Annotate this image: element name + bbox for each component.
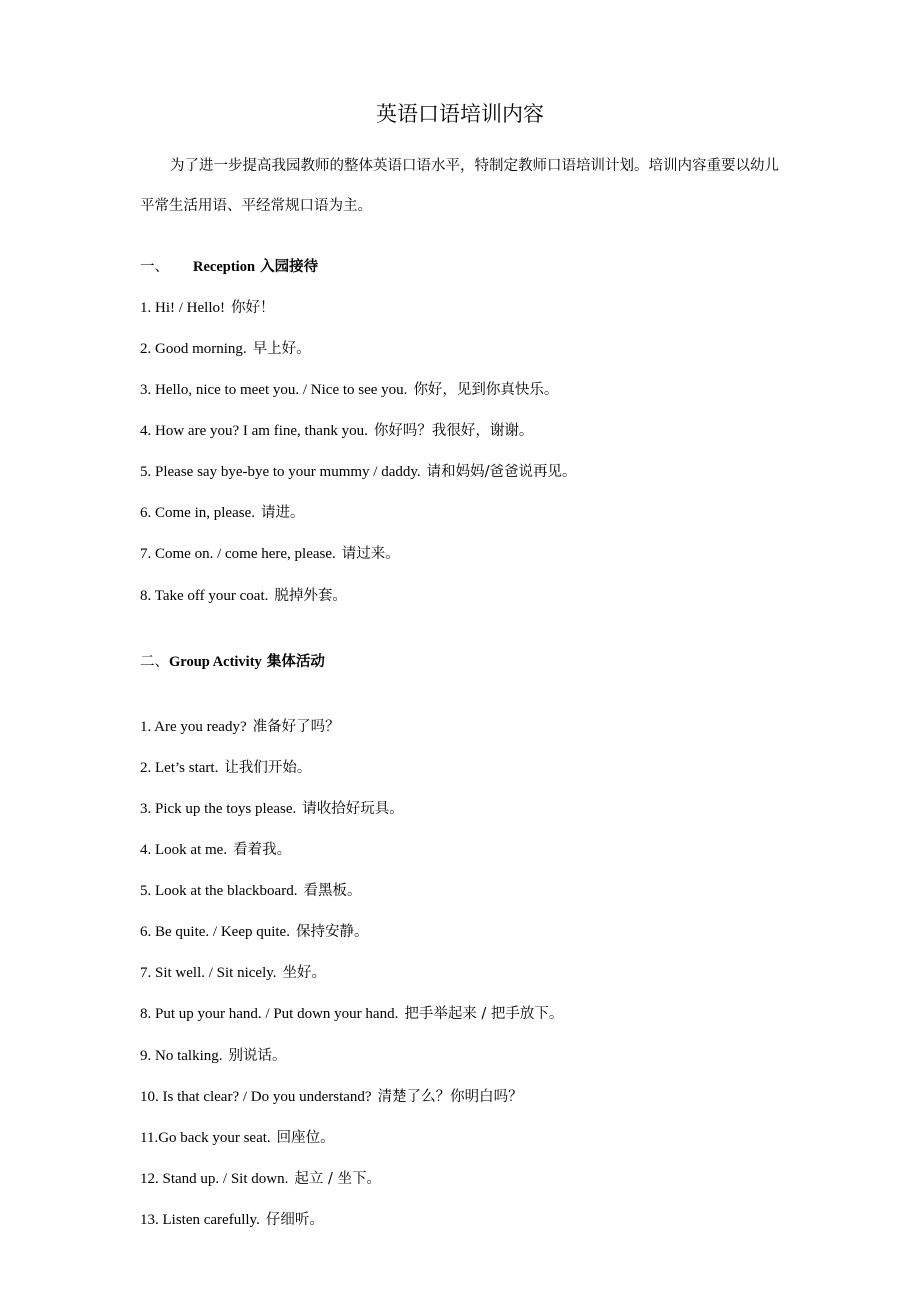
- item-english: 11.Go back your seat.: [140, 1130, 271, 1146]
- item-chinese: 回座位。: [276, 1130, 335, 1146]
- list-item: [140, 460, 577, 481]
- item-english: 5. Look at the blackboard.: [140, 883, 298, 899]
- item-english: 7. Come on. / come here, please.: [140, 546, 336, 562]
- item-chinese: 起立 / 坐下。: [294, 1171, 381, 1187]
- item-english: 1. Are you ready?: [140, 719, 247, 735]
- item-chinese: 请进。: [260, 505, 305, 521]
- list-item: [140, 1085, 523, 1106]
- list-item: [140, 715, 340, 736]
- item-chinese: 把手举起来 / 把手放下。: [404, 1006, 564, 1022]
- item-chinese: 看着我。: [233, 842, 292, 858]
- item-chinese: 仔细听。: [265, 1212, 324, 1228]
- item-chinese: 让我们开始。: [224, 760, 312, 776]
- list-item: [140, 378, 558, 399]
- item-chinese: 请收拾好玩具。: [302, 801, 404, 817]
- item-chinese: 准备好了吗？: [252, 719, 340, 735]
- item-english: 4. Look at me.: [140, 842, 228, 858]
- list-item: [140, 1002, 563, 1023]
- list-item: [140, 838, 291, 859]
- item-chinese: 脱掉外套。: [274, 588, 347, 604]
- item-english: 6. Come in, please.: [140, 505, 255, 521]
- item-chinese: 坐好。: [282, 965, 327, 981]
- item-english: 3. Pick up the toys please.: [140, 801, 297, 817]
- item-english: 5. Please say bye-bye to your mummy / daddy.: [140, 464, 421, 480]
- item-english: 8. Take off your coat.: [140, 588, 269, 604]
- item-english: 9. No talking.: [140, 1048, 223, 1064]
- list-item: [140, 542, 400, 563]
- list-item: [140, 419, 533, 440]
- item-english: 2. Good morning.: [140, 341, 247, 357]
- list-item: [140, 296, 274, 317]
- list-item: [140, 337, 311, 358]
- item-english: 6. Be quite. / Keep quite.: [140, 924, 290, 940]
- list-item: [140, 501, 304, 522]
- list-item: [140, 879, 361, 900]
- item-english: 13. Listen carefully.: [140, 1212, 260, 1228]
- list-item: [140, 1167, 381, 1188]
- list-item: [140, 756, 311, 777]
- item-chinese: 你好！: [230, 300, 275, 316]
- document-title: 英语口语培训内容: [376, 102, 544, 126]
- item-chinese: 请过来。: [341, 546, 400, 562]
- item-chinese: 你好，见到你真快乐。: [413, 382, 559, 398]
- item-english: 8. Put up your hand. / Put down your hand.: [140, 1006, 399, 1022]
- item-english: 1. Hi! / Hello!: [140, 300, 225, 316]
- item-chinese: 早上好。: [252, 341, 311, 357]
- list-item: [140, 1044, 287, 1065]
- section-heading-cn: 集体活动: [266, 653, 325, 670]
- item-english: 12. Stand up. / Sit down.: [140, 1171, 289, 1187]
- list-item: [140, 797, 404, 818]
- item-english: 7. Sit well. / Sit nicely.: [140, 965, 277, 981]
- section-heading-reception: [140, 255, 318, 276]
- section-heading-en: Reception: [193, 259, 256, 275]
- item-chinese: 看黑板。: [303, 883, 362, 899]
- section-heading-en: Group Activity: [169, 654, 262, 670]
- section-number: 二、: [140, 654, 169, 670]
- item-english: 10. Is that clear? / Do you understand?: [140, 1089, 372, 1105]
- list-item: [140, 920, 368, 941]
- section-heading-group-activity: [140, 650, 325, 671]
- section-number: 一、: [140, 259, 169, 275]
- item-chinese: 请和妈妈/爸爸说再见。: [426, 464, 577, 480]
- item-english: 2. Let’s start.: [140, 760, 219, 776]
- item-english: 3. Hello, nice to meet you. / Nice to see you.: [140, 382, 408, 398]
- list-item: [140, 584, 347, 605]
- list-item: [140, 961, 326, 982]
- list-item: [140, 1208, 324, 1229]
- section-heading-cn: 入园接待: [260, 258, 319, 275]
- item-chinese: 保持安静。: [295, 924, 369, 940]
- item-chinese: 别说话。: [228, 1048, 287, 1064]
- intro-paragraph: 为了进一步提高我园教师的整体英语口语水平，特制定教师口语培训计划。培训内容重要以幼儿平常生活用语、平经常规口语为主。: [140, 158, 779, 214]
- item-chinese: 你好吗？我很好，谢谢。: [373, 423, 534, 439]
- item-english: 4. How are you? I am fine, thank you.: [140, 423, 368, 439]
- item-chinese: 清楚了么？你明白吗？: [377, 1089, 523, 1105]
- list-item: [140, 1126, 335, 1147]
